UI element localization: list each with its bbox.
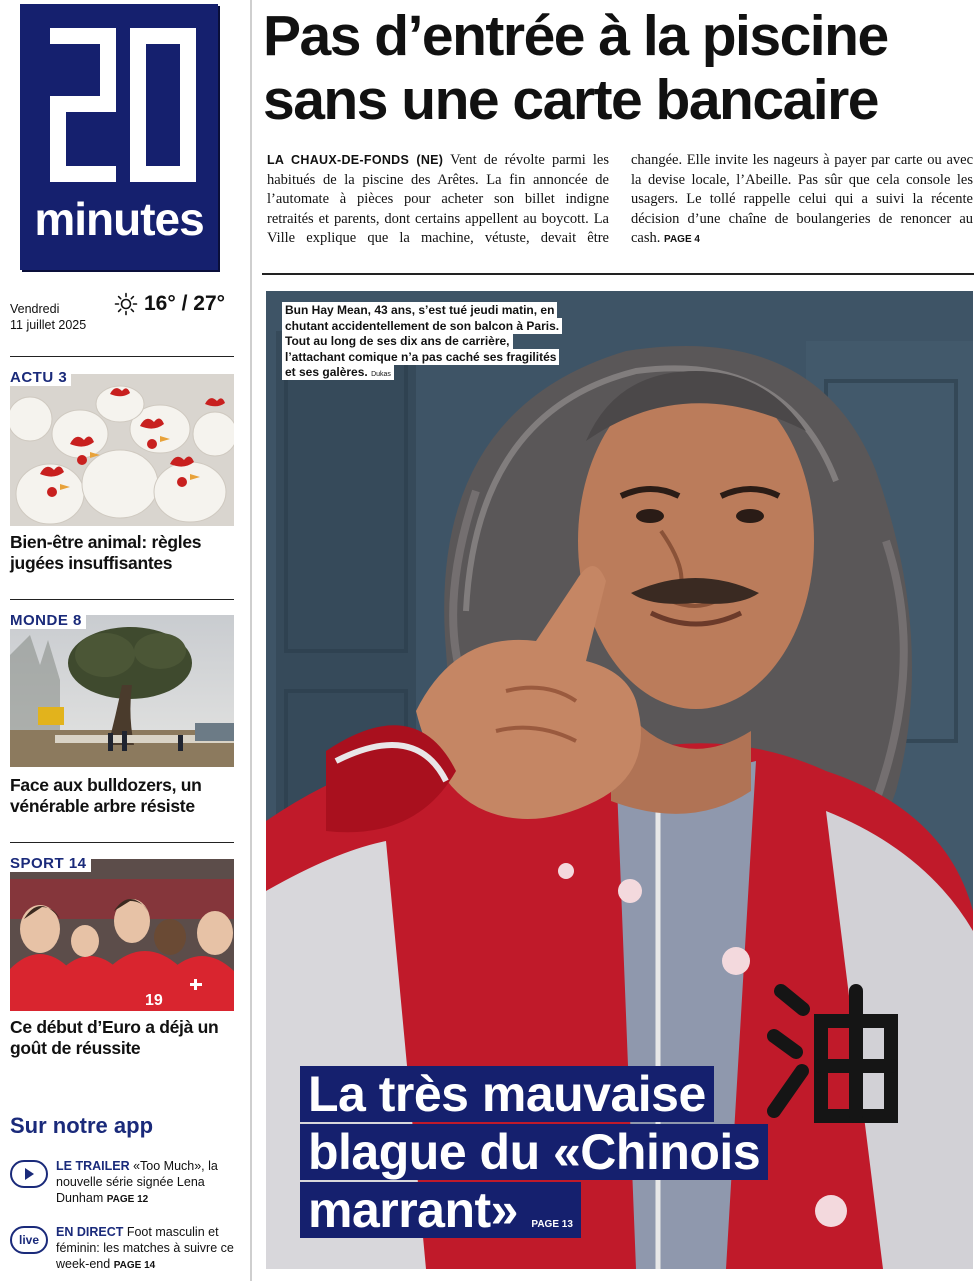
issue-date [10, 301, 86, 333]
thumb-tree[interactable] [10, 615, 234, 767]
cover-photo[interactable] [266, 291, 973, 1269]
20-minutes-logo[interactable] [20, 4, 218, 270]
chickens-photo [10, 374, 234, 526]
cover-page-ref[interactable]: PAGE 13 [531, 1219, 573, 1230]
live-icon[interactable] [10, 1226, 48, 1254]
section-label-sport[interactable]: SPORT 14 [10, 855, 91, 872]
cover-title-text: La très mauvaise blague du «Chinois marrant» [308, 1066, 761, 1238]
teaser-actu[interactable]: Bien-être animal: règles jugées insuffisantes [10, 532, 202, 573]
teaser-monde[interactable]: Face aux bulldozers, un vénérable arbre résiste [10, 775, 202, 816]
app-item-lead: EN DIRECT [56, 1225, 124, 1239]
issue-day: Vendredi [10, 302, 60, 316]
issue-full-date: 11 juillet 2025 [10, 318, 87, 332]
teaser-sport[interactable]: Ce début d’Euro a déjà un goût de réussite [10, 1017, 219, 1058]
supporters-photo [10, 859, 234, 1011]
photo-credit: Dukas [371, 371, 391, 379]
section-rule [10, 356, 234, 357]
thumb-chickens[interactable] [10, 374, 234, 526]
tree-photo [10, 615, 234, 767]
caption-text: Bun Hay Mean, 43 ans, s’est tué jeudi matin, en chutant accidentellement de son balcon à Paris. Tout au long de ses dix ans de carrière, l’attachant comique n’a pas caché ses fragilités et ses galères. [285, 303, 560, 380]
app-item-page: PAGE 12 [106, 1194, 149, 1205]
headline-rule [262, 273, 974, 275]
lead-body: Vent de révolte parmi les habitués de la piscine des Arêtes. La fin annoncée de l’automate à pièces pour acheter son billet indigne retraités et parents, dont certains appellent au boycott. La Ville explique que la machine, vétuste, devait être changée. Elle invite les nageurs à payer par carte ou avec la devise locale, l’Abeille. Pas sûr que cela console les usagers. Le tollé rappelle celui qui a suivi la récente décision d’une chaîne de boulangeries de renoncer au cash. [267, 152, 973, 247]
live-icon-label: live [18, 1233, 39, 1247]
section-label-actu[interactable]: ACTU 3 [10, 369, 71, 386]
dateline: LA CHAUX-DE-FONDS (NE) [267, 153, 444, 167]
app-section-title[interactable]: Sur notre app [10, 1113, 154, 1138]
svg-text:19: 19 [145, 992, 163, 1009]
app-item-text: «Too Much», la nouvelle série signée Lena Dunham [56, 1159, 218, 1205]
headline-lead [267, 151, 973, 250]
app-item-lead: LE TRAILER [56, 1159, 130, 1173]
sun-icon [114, 292, 138, 316]
section-rule [10, 599, 234, 600]
logo-digits-20 [42, 24, 200, 192]
section-label-monde[interactable]: MONDE 8 [10, 612, 86, 629]
section-rule [10, 842, 234, 843]
cover-caption [282, 303, 570, 383]
app-item-trailer[interactable] [10, 1158, 244, 1208]
weather [114, 292, 225, 316]
cover-title[interactable] [300, 1065, 820, 1254]
main-headline[interactable]: Pas d’entrée à la piscine sans une carte bancaire [263, 4, 888, 132]
thumb-sport[interactable] [10, 859, 234, 1011]
column-divider [250, 0, 252, 1281]
app-item-text: Foot masculin et féminin: les matches à suivre ce week-end [56, 1225, 234, 1271]
logo-word: minutes [34, 193, 204, 245]
app-item-page: PAGE 14 [113, 1260, 156, 1271]
play-icon[interactable] [10, 1160, 48, 1188]
page-ref[interactable]: PAGE 4 [664, 234, 700, 246]
app-item-live[interactable] [10, 1224, 244, 1274]
temperature: 16° / 27° [144, 292, 226, 315]
